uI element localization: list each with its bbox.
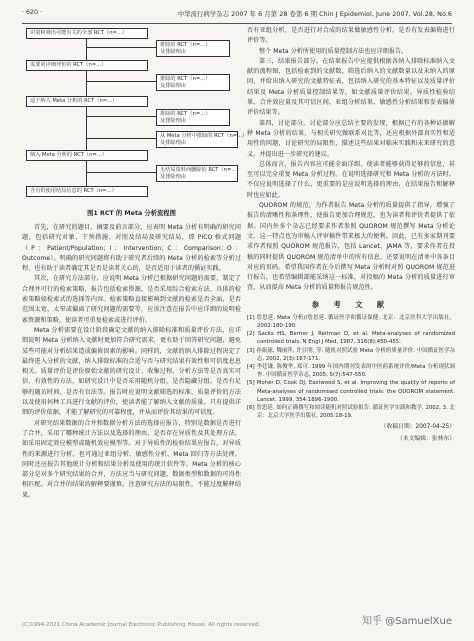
body-paragraph: 对研究结果数据的合并和数据分析方法的选择应报告，特别是数据是否进行了合并，采用了哪种统计方法以及选择的理由、是否存在异质性及其处理方法，如采用固定效应模型或随机效应模型等。对于异质性的检验结果应报告，对异质性的来源进行分析，也可通过亚组分析、敏感性分析、Meta 回归等方法处理。同时还应报告其他统计分析和结果分析及使用的统计软件等。Meta 分析的核心部分是对多个研究结果的合并，方法应当与研究问题、数据类型和数据的可得性相匹配。对合并的结果的解释要谨慎，注意研究方法的局限性，不能过度解释结果。 (22, 419, 241, 499)
flow-connector (86, 70, 87, 96)
body-paragraph: 否有亚组分析，是否进行对合成的结果做敏感性分析，是否有发表偏倚进行评价等。 (247, 27, 455, 45)
flow-box-text: 从 Meta 分析中排除的 RCT（n=…） (160, 133, 248, 139)
right-column (247, 26, 455, 444)
body-paragraph: 整个 Meta 分析所使用的质量控制方法也应详细报告。 (259, 47, 408, 55)
zhihu-watermark: 知乎 @SamuelXue (361, 616, 452, 627)
editor-credit: （本文编辑：张林东） (397, 436, 455, 443)
running-header (22, 9, 452, 24)
flow-box-identified: 识别和筛出可能有关的全部 RCT（n=…） (26, 28, 148, 39)
body-paragraph: Meta 分析需要在设计阶段确定文献的纳入排除标准和质量评价方法，应详细说明 Meta 分析纳入文献时更加符合研究需求，更有助于回答研究问题，避免某些可能对分析结果造成偏倚因素的影响。同样的，文献的纳入排除过程决定了最终进入分析的文献，纳入排除标准的合适与否与研究结果有效性和可信度息息相关。质量评价是评价原始文献的研究设计、收集过程、分析方法等是否真实可信，有效性的方法，如研究设计中是否采用随机分组、是否隐藏分组、是否有足够的随访时间、是否有盲法等。报告时应说明文献筛选的标准、质量评价的方法以及使用何种工具进行文献的评价，使读者能了解纳入文献的质量。只有提供详细的评价依据，才能了解研究的可靠程度，并从而评价其结果的可信度。 (22, 326, 241, 417)
reference-item: [6] 詹思延. 如何正确撰写和阅读随机对照试验报告. 循证医学实践和教学, 2002, 3. 北京：北京大学医学出版社, 2005:18-19. (247, 404, 455, 420)
flow-box-excluded-3 (156, 109, 230, 126)
flow-connector (86, 38, 87, 60)
flow-box-excluded-meta (156, 131, 248, 148)
flow-box-with-outcome: 含有供使用结局信息的 RCT（n=…） (26, 186, 148, 197)
flow-box-text: 排除的 RCT（n=…） (160, 76, 211, 82)
flow-connector (86, 160, 87, 186)
flow-box-no-outcome (156, 165, 242, 182)
flow-box-text: 及排除理由 (160, 83, 186, 89)
figure-caption: 图1 RCT 的 Meta 分析流程图 (87, 210, 176, 217)
left-column (22, 26, 248, 499)
flow-box-text: 排除的 RCT（n=…） (160, 42, 211, 48)
body-paragraph: 总体而言，报告内容应可能全面详细，使读者能够获得足够的信息，甚至可以完全重复 Meta 分析过程。在说明选择研究和 Meta 分析的方法时，不仅应说明选择了什么，更重要的是应说明选择的理由，在结果报告和解释时也应如此。 (247, 160, 455, 199)
flow-box-excluded-1 (156, 40, 230, 57)
flow-connector (86, 138, 156, 139)
journal-citation: 中华流行病学杂志 2007 年 6 月第 28 卷第 6 期 Chin J Epidemiol, June 2007, Vol.28, No.6 (177, 11, 452, 18)
reference-item: [2] Sacks HS, Berrier J, Reitman D, et al. Meta-analyses of randomized controlled trials. N Engl J Med, 1987, 316(8):450-455. (247, 331, 455, 346)
flow-connector (86, 116, 156, 117)
flow-box-excluded-2 (156, 74, 230, 91)
flow-box-text: 无结局资料而删除的 RCT（n=…） (160, 167, 242, 173)
flow-box-eligible: 适于纳入 Meta 分析的 RCT（n=…） (26, 96, 148, 107)
page-number: · 620 · (22, 9, 43, 16)
body-paragraph: 第四，讨论部分。讨论部分应总结主要的发现，根据已有的各种证据解释 Meta 分析的结果，与相关研究做联系对比等，还应根据外部真实性和适用性的问题，讨论研究的局限性，描述这些结果对临床实践和未来研究的意义，并提出进一步研究的建议。 (247, 119, 455, 158)
body-paragraph: QUOROM 的规范，为作者报告 Meta 分析的质量提供了指导，增强了报告的清晰性和条理性，使报告更加合理规范，也为读者和评价者提供了依据。国内外多个杂志已经要求作者参照 QUOROM 规范撰写 Meta 分析论文，这一特点也为审稿人评审稿件带来极大的便利。因此，已有多家期刊要求作者按照 QUOROM 规范报告，包括 Lancet、JAMA 等，要求作者在投稿的同时提供 QUOROM 规范清单中的所有信息，还要说明在清单中各条目对应的页码。希望我国作者在今后撰写 Meta 分析时对照 QUOROM 规范进行报告，也希望编辑部能采纳这一标准，对投稿的 Meta 分析的质量进行审查，从而提高 Meta 分析的质量和报告规范性。 (247, 202, 455, 292)
flow-connector (86, 81, 156, 82)
body-paragraph: 首先，在研究的题目、摘要及前言部分，应表明 Meta 分析有明确的研究问题，包括研究对象、干预措施、对照及结局及研究结局，即 PICO 格式问题（P：Patient/Population；I：Intervention；C：Comparison；O：Outcome）。明确的研究问题将有助于研究者后续的 Meta 分析的检索等分析过程，也有助于读者确定其是否是读者关心的，是否适用于读者的循证实践。 (22, 224, 241, 273)
references-heading: 参 考 文 献 (311, 299, 391, 309)
body-paragraph: 其次，在研究方法部分，应说明 Meta 分析已根据研究问题的需要，制定了合理并可行的检索策略，报告包括检索资源，是否采用综合检索方法，具体的检索策略如检索式的选择等内容。检索策略直接影响到文献的检索是否全面，是否范围太宽、太窄或偏离了研究问题的需要等，应该注意在报告中应详细的说明检索资源和策略，使读者可重复检索或进行评价。 (22, 275, 241, 324)
flow-box-text: 排除的 RCT（n=…） (160, 111, 211, 117)
body-paragraph: 第三，结果报告部分。在结果报告中应提供根据各纳入排除标准纳入文献的流程图，包括检索到的文献数、筛选后纳入的文献数量以及未纳入的原因，并给出纳入研究的文献特征表，包括纳入研究的基本特征以及质量评价结果及 Meta 分析质量控制结果等，如文献质量评价结果、异质性检验结果、合并效应量及其可信区间、亚组分析结果、敏感性分析结果和发表偏倚评价结果等。 (247, 57, 455, 117)
flowchart (22, 26, 248, 226)
copyright-footer: (C)1994-2021 China Academic Journal Electronic Publishing House. All rights reserved. (22, 622, 261, 628)
flow-box-text: 及排除理由 (160, 140, 186, 146)
received-date: （收稿日期：2007-04-25） (380, 424, 455, 431)
flow-box-included: 纳入 Meta 分析的 RCT（n=…） (26, 150, 148, 161)
reference-item: [5] Moher D, Cook DJ, Eastwood S, et al. Improving the quality of reports of Meta-analyses of randomised controlled trials: the QUOROM statement. Lancet, 1999, 354:1896-1900. (247, 380, 455, 403)
reference-item: [4] 李廷谦, 陈俊华, 郑可. 1999 年国内期刊发表的中医药系统评价/Meta 分析现状调查. 中国循证医学杂志, 2005, 5(7):547-550. (247, 363, 455, 379)
flow-box-text: 及排除理由 (160, 49, 186, 55)
flow-connector (86, 47, 156, 48)
flow-connector (86, 106, 87, 150)
reference-item: [3] 孙振球, 魏丽萍, 许日明, 等. 随机对照试验 Meta 分析的质量评价. 中国循证医学杂志, 2002, 2(3):167-171. (247, 347, 455, 362)
flow-connector (86, 172, 156, 173)
flow-box-text: 及排除理由 (160, 118, 186, 124)
flow-box-text: 及排除理由 (160, 174, 186, 180)
flow-box-detailed-review: 需要更详细评价的 RCT（n=…） (26, 60, 148, 71)
reference-item: [1] 詹思延. Meta 分析//詹思延. 循证医学和循证保健. 北京：北京医科大学出版社，2002:180-190. (247, 314, 455, 329)
